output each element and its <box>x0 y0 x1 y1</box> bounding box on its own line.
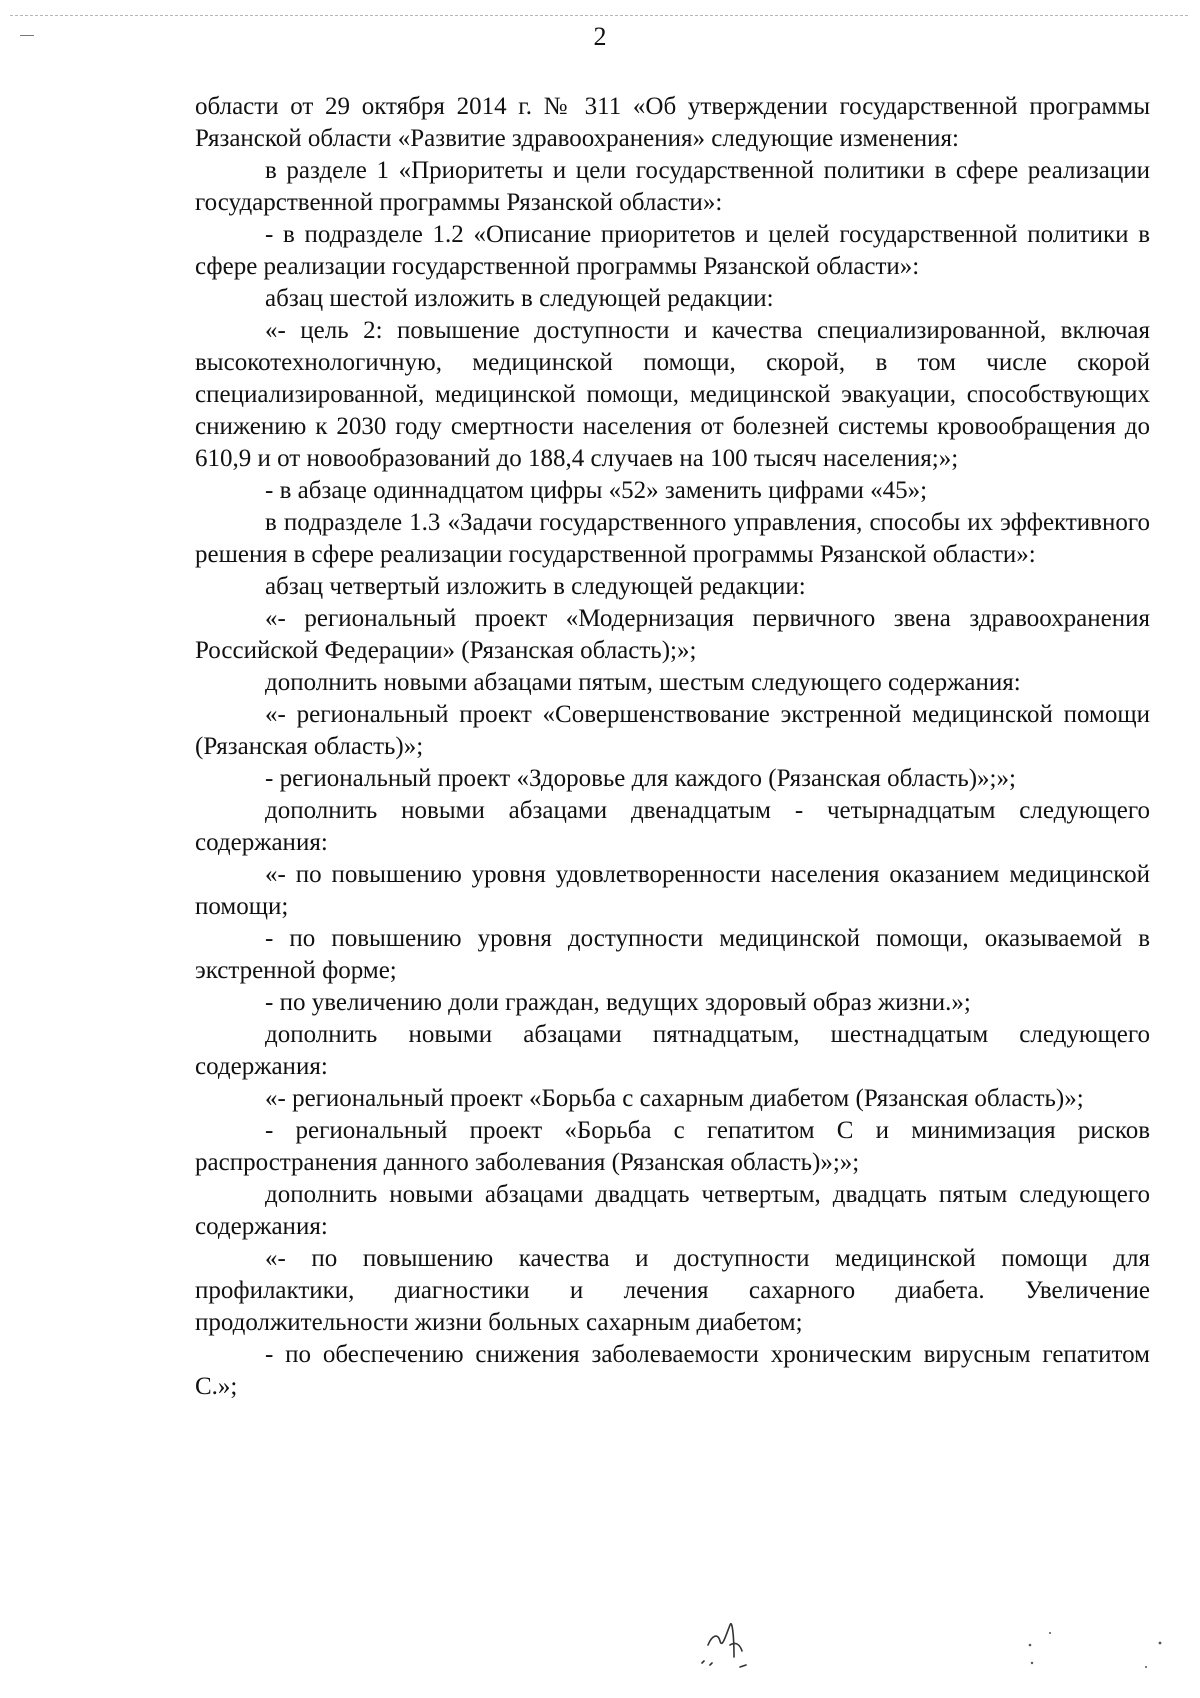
paragraph: - по увеличению доли граждан, ведущих здоровый образ жизни.»; <box>265 989 971 1016</box>
paragraph: дополнить новыми абзацами двенадцатым - четырнадцатым следующего содержания: <box>195 797 1150 856</box>
paragraph: «- региональный проект «Совершенствование экстренной медицинской помощи (Рязанская область)»; <box>195 701 1150 760</box>
paragraph: «- по повышению качества и доступности медицинской помощи для профилактики, диагностики и лечения сахарного диабета. Увеличение продолжительности жизни больных сахарным диабетом; <box>195 1245 1150 1336</box>
paragraph: «- региональный проект «Модернизация первичного звена здравоохранения Российской Федерации» (Рязанская область);»; <box>195 605 1150 664</box>
signature-mark <box>690 1605 770 1675</box>
paragraph: в подразделе 1.3 «Задачи государственного управления, способы их эффективного решения в сфере реализации государственной программы Рязанской области»: <box>195 509 1150 568</box>
scan-header-line <box>10 15 1188 16</box>
paragraph: дополнить новыми абзацами пятым, шестым следующего содержания: <box>265 669 1021 696</box>
paragraph: абзац шестой изложить в следующей редакции: <box>265 285 774 312</box>
paragraph: «- цель 2: повышение доступности и качества специализированной, включая высокотехнологичную, медицинской помощи, скорой, в том числе скорой специализированной, медицинской помощи, медицинской эвакуации, способствующих снижению к 2030 году смертности населения от болезней системы кровообращения до 610,9 и от новообразований до 188,4 случаев на 100 тысяч населения;»; <box>195 317 1150 472</box>
paragraph: - в подразделе 1.2 «Описание приоритетов и целей государственной политики в сфере реализации государственной программы Рязанской области»: <box>195 221 1150 280</box>
paragraph: дополнить новыми абзацами двадцать четвертым, двадцать пятым следующего содержания: <box>195 1181 1150 1240</box>
paragraph: - по обеспечению снижения заболеваемости хроническим вирусным гепатитом С.»; <box>195 1341 1150 1400</box>
scan-dots <box>1020 1625 1170 1675</box>
paragraph: «- региональный проект «Борьба с сахарным диабетом (Рязанская область)»; <box>265 1085 1084 1112</box>
document-body <box>195 91 1150 1403</box>
paragraph: в разделе 1 «Приоритеты и цели государственной политики в сфере реализации государственной программы Рязанской области»: <box>195 157 1150 216</box>
paragraph: «- по повышению уровня удовлетворенности населения оказанием медицинской помощи; <box>195 861 1150 920</box>
paragraph: дополнить новыми абзацами пятнадцатым, шестнадцатым следующего содержания: <box>195 1021 1150 1080</box>
paragraph: - в абзаце одиннадцатом цифры «52» заменить цифрами «45»; <box>265 477 928 504</box>
paragraph: - по повышению уровня доступности медицинской помощи, оказываемой в экстренной форме; <box>195 925 1150 984</box>
page-number: 2 <box>593 22 607 51</box>
paragraph: - региональный проект «Борьба с гепатитом С и минимизация рисков распространения данного заболевания (Рязанская область)»;»; <box>195 1117 1150 1176</box>
paragraph: области от 29 октября 2014 г. № 311 «Об утверждении государственной программы Рязанской области «Развитие здравоохранения» следующие изменения: <box>195 93 1150 152</box>
paragraph: - региональный проект «Здоровье для каждого (Рязанская область)»;»; <box>265 765 1016 792</box>
paragraph: абзац четвертый изложить в следующей редакции: <box>265 573 806 600</box>
